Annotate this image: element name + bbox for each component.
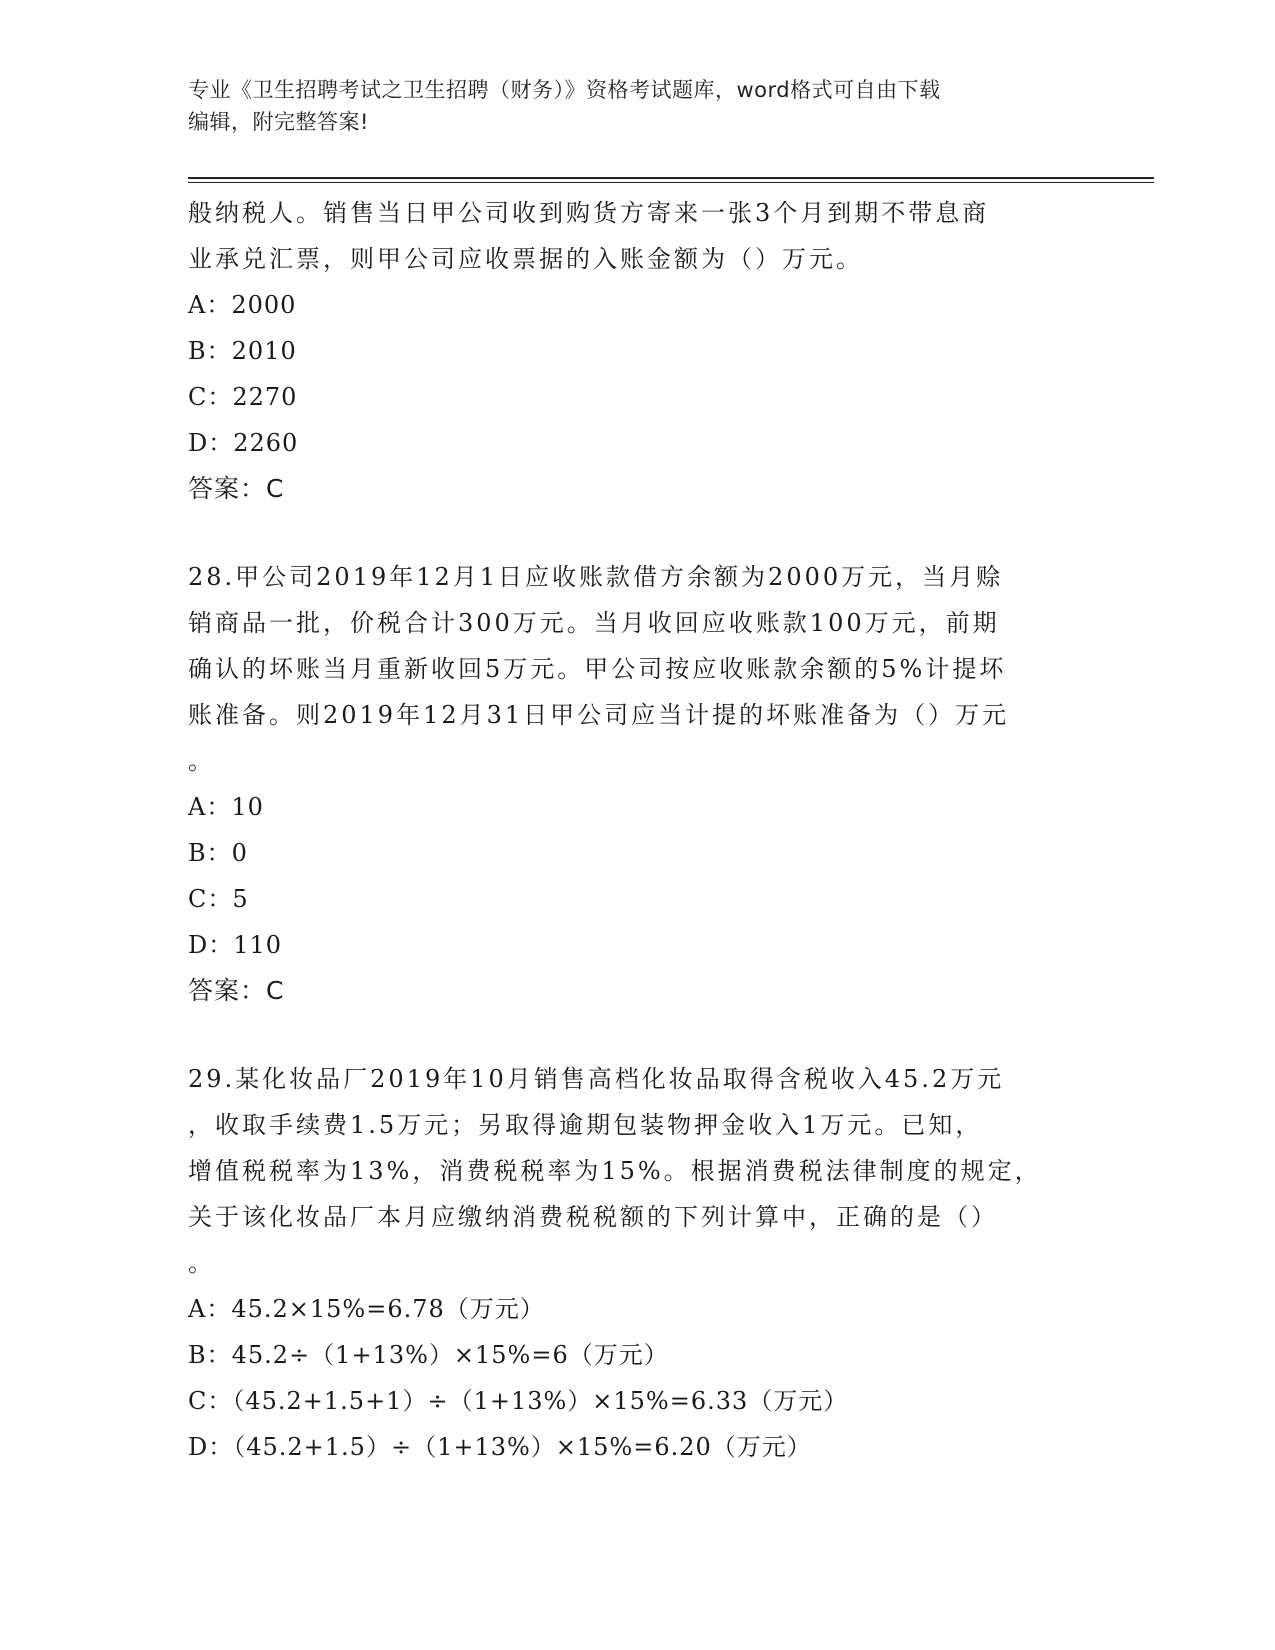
question-stem-line: 确认的坏账当月重新收回5万元。甲公司按应收账款余额的5%计提坏	[188, 655, 1007, 683]
answer-line: 答案：C	[188, 976, 285, 1005]
question-27	[188, 190, 1088, 512]
header-line-2: 编辑，附完整答案!	[188, 110, 369, 134]
option-b: B：0	[188, 839, 248, 867]
option-d: D：2260	[188, 429, 299, 457]
question-stem-line: 。	[188, 747, 215, 775]
question-stem-line: 28.甲公司2019年12月1日应收账款借方余额为2000万元，当月赊	[188, 563, 1004, 591]
option-b: B：2010	[188, 337, 297, 365]
option-c: C：（45.2+1.5+1）÷（1+13%）×15%=6.33（万元）	[188, 1387, 849, 1415]
option-c: C：5	[188, 885, 249, 913]
question-stem-line: 增值税税率为13%，消费税税率为15%。根据消费税法律制度的规定，	[188, 1157, 1042, 1185]
header-line-1: 专业《卫生招聘考试之卫生招聘（财务）》资格考试题库，word格式可自由下载	[188, 78, 941, 102]
question-stem-line: 业承兑汇票，则甲公司应收票据的入账金额为（）万元。	[188, 245, 863, 273]
question-stem-line: ，收取手续费1.5万元；另取得逾期包装物押金收入1万元。已知，	[188, 1111, 983, 1139]
question-stem-line: 账准备。则2019年12月31日甲公司应当计提的坏账准备为（）万元	[188, 701, 1010, 729]
option-d: D：（45.2+1.5）÷（1+13%）×15%=6.20（万元）	[188, 1433, 812, 1461]
option-a: A：45.2×15%=6.78（万元）	[188, 1295, 545, 1323]
question-28	[188, 554, 1088, 1014]
question-stem-line: 关于该化妆品厂本月应缴纳消费税税额的下列计算中，正确的是（）	[188, 1203, 998, 1231]
question-stem-line: 。	[188, 1249, 215, 1277]
option-d: D：110	[188, 931, 283, 959]
page-header	[188, 74, 1088, 138]
header-rule-thin	[188, 182, 1154, 183]
option-a: A：10	[188, 793, 264, 821]
header-rule-thick	[188, 177, 1154, 179]
question-stem-line: 29.某化妆品厂2019年10月销售高档化妆品取得含税收入45.2万元	[188, 1065, 1005, 1093]
question-29	[188, 1056, 1088, 1470]
answer-line: 答案：C	[188, 474, 285, 503]
option-c: C：2270	[188, 383, 298, 411]
document-body	[188, 190, 1088, 1470]
option-b: B：45.2÷（1+13%）×15%=6（万元）	[188, 1341, 669, 1369]
question-stem-line: 般纳税人。销售当日甲公司收到购货方寄来一张3个月到期不带息商	[188, 199, 990, 227]
question-stem-line: 销商品一批，价税合计300万元。当月收回应收账款100万元，前期	[188, 609, 1000, 637]
option-a: A：2000	[188, 291, 297, 319]
